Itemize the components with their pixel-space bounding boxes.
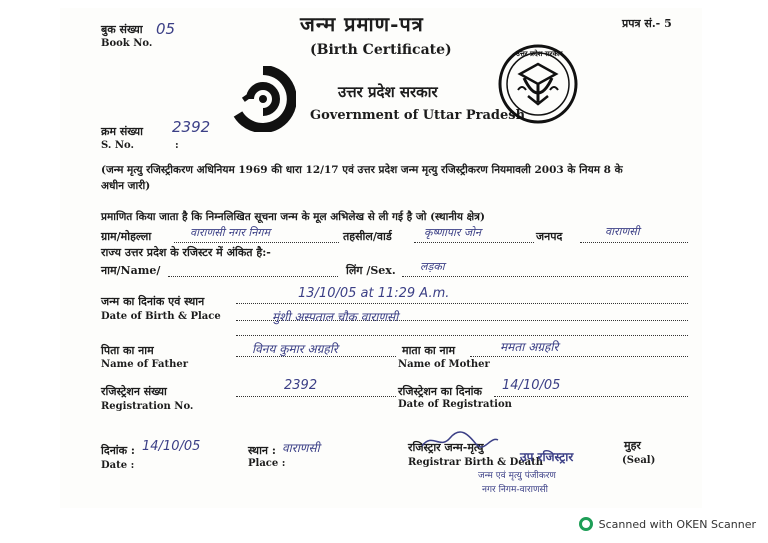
scanner-footer: [579, 517, 756, 531]
sex-label: लिंग /Sex.: [346, 264, 396, 277]
book-no-label-hi: बुक संख्या: [101, 23, 143, 36]
gram-value: वाराणसी नगर निगम: [190, 226, 271, 239]
book-no-value: 05: [156, 20, 176, 38]
title-hindi: जन्म प्रमाण-पत्र: [300, 12, 424, 36]
title-english: (Birth Certificate): [310, 42, 452, 58]
registrar-stamp-line-3: नगर निगम-वाराणसी: [482, 485, 548, 495]
reg-date-dots: [494, 396, 688, 397]
dob-dots: [236, 303, 688, 304]
act-text: (जन्म मृत्यु रजिस्ट्रीकरण अधिनियम 1969 की धारा 12/17 एवं उत्तर प्रदेश जन्म मृत्यु रजिस्ट्रीकरण नियमावली 2003 के नियम 8 के: [101, 164, 623, 176]
reg-no-label-hi: रजिस्ट्रेशन संख्या: [101, 385, 167, 398]
tehsil-value: कृष्णापार जोन: [424, 226, 482, 239]
mother-label-hi: माता का नाम: [402, 344, 456, 357]
government-hindi: उत्तर प्रदेश सरकार: [338, 83, 438, 101]
seal-ring-text: उत्तर प्रदेश सरकार: [516, 49, 563, 58]
registrar-stamp-line-1: उप रजिस्ट्रार: [520, 450, 574, 464]
sex-value: लड़का: [420, 260, 445, 273]
emblem-logo: [230, 66, 296, 132]
serial-label-en: S. No.: [101, 140, 134, 151]
mother-label-en: Name of Mother: [398, 359, 490, 370]
seal-label-hi: मुहर: [624, 439, 641, 452]
place-dots-2: [236, 335, 688, 336]
dob-label-hi: जन्म का दिनांक एवं स्थान: [101, 295, 205, 308]
place-label-hi: स्थान :: [248, 444, 276, 457]
place-label-en: Place :: [248, 458, 286, 469]
name-label: नाम/Name/: [101, 264, 161, 277]
serial-value: 2392: [172, 118, 211, 136]
dob-value: 13/10/05 at 11:29 A.m.: [298, 286, 450, 301]
father-label-en: Name of Father: [101, 359, 189, 370]
sex-dots: [402, 276, 688, 277]
janpad-value: वाराणसी: [605, 225, 640, 238]
reg-date-value: 14/10/05: [502, 378, 561, 393]
book-no-label-en: Book No.: [101, 38, 153, 49]
reg-no-dots: [236, 396, 396, 397]
serial-colon: :: [175, 140, 179, 151]
scanner-logo-icon: [579, 517, 593, 531]
register-text: राज्य उत्तर प्रदेश के रजिस्टर में अंकित है:-: [101, 246, 271, 259]
reg-date-label-en: Date of Registration: [398, 399, 512, 410]
place-value: वाराणसी: [282, 441, 320, 455]
tehsil-label: तहसील/वार्ड: [343, 230, 392, 243]
seal-label-en: (Seal): [622, 455, 656, 466]
mother-dots: [470, 356, 688, 357]
registrar-label-en: Registrar Birth & Death: [408, 457, 544, 468]
reg-date-label-hi: रजिस्ट्रेशन का दिनांक: [398, 385, 482, 398]
gram-label: ग्राम/मोहल्ला: [101, 230, 152, 243]
mother-value: ममता अग्रहरि: [500, 340, 559, 354]
gram-dots: [174, 242, 339, 243]
tehsil-dots: [414, 242, 534, 243]
registrar-stamp-line-2: जन्म एवं मृत्यु पंजीकरण: [478, 471, 556, 481]
registrar-label-hi: रजिस्ट्रार जन्म-मृत्यु: [408, 441, 484, 454]
reg-no-label-en: Registration No.: [101, 401, 194, 412]
father-value: विनय कुमार अग्रहरि: [252, 342, 338, 356]
certify-text: प्रमाणित किया जाता है कि निम्नलिखित सूचना जन्म के मूल अभिलेख से ली गई है जो (स्थानीय क्षेत्र): [101, 211, 485, 223]
janpad-dots: [580, 242, 688, 243]
name-dots: [168, 276, 338, 277]
date-value: 14/10/05: [142, 439, 201, 454]
date-label-hi: दिनांक :: [101, 444, 135, 457]
father-label-hi: पिता का नाम: [101, 344, 154, 357]
government-english: Government of Uttar Pradesh: [310, 108, 526, 123]
act-text-2: अधीन जारी): [101, 180, 151, 192]
birth-place-value: मुंशी अस्पताल चौक वाराणसी: [272, 310, 399, 324]
date-label-en: Date :: [101, 460, 135, 471]
scanner-text: Scanned with OKEN Scanner: [598, 517, 756, 531]
registrar-signature: [420, 430, 500, 452]
janpad-label: जनपद: [536, 230, 563, 243]
up-seal-emblem: [498, 44, 578, 124]
dob-label-en: Date of Birth & Place: [101, 311, 221, 322]
serial-label-hi: क्रम संख्या: [101, 125, 143, 138]
reg-no-value: 2392: [284, 378, 318, 393]
form-number: प्रपत्र सं.- 5: [622, 17, 672, 30]
